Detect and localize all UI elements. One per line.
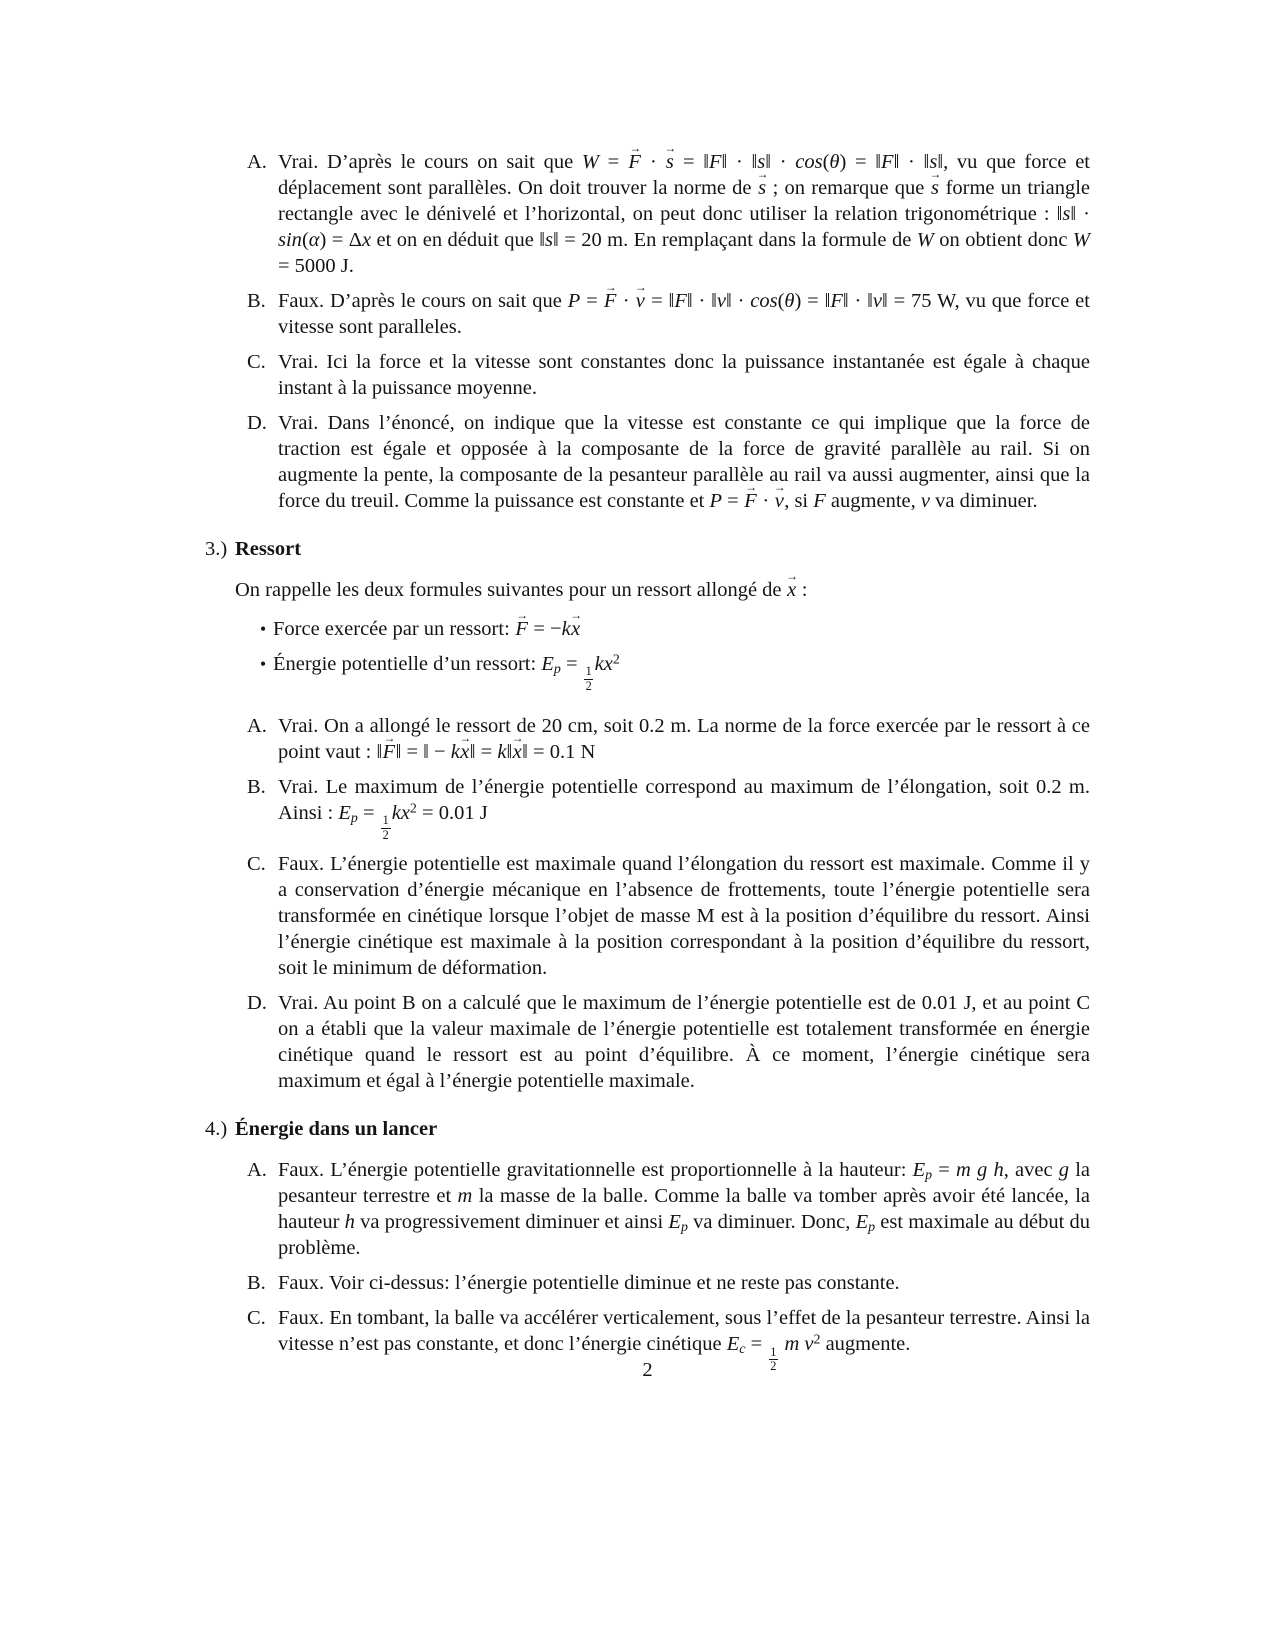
answer-text: Vrai. Ici la force et la vitesse sont constantes donc la puissance instantanée est égale à chaque instant à la puissance moyenne.	[278, 351, 1090, 399]
formula-text: Force exercée par un ressort: F → = −kx →	[273, 616, 1090, 642]
section-3-title: Ressort	[235, 538, 302, 560]
answer-3A	[247, 713, 1090, 765]
section-3-intro: On rappelle les deux formules suivantes pour un ressort allongé de x → :	[235, 577, 1090, 603]
formula-text: Énergie potentielle d’un ressort: $E_p$ = $\frac{1}{2}$ $kx^2$	[273, 652, 620, 693]
answer-2A	[247, 149, 1090, 279]
answer-3D	[247, 990, 1090, 1094]
text-column	[205, 149, 1090, 1383]
page-number: 2	[642, 1359, 653, 1381]
section-4-body	[235, 1157, 1090, 1374]
answer-3C	[247, 851, 1090, 981]
section-4-heading	[205, 1116, 1090, 1142]
answer-text: Faux. En tombant, la balle va accélérer verticalement, sous l’effet de la pesanteur terrestre. Ainsi la vitesse n’est pas constante, et donc l’énergie cinétique $E_c$ = $\frac{1}{2}$ m $v^2$ augmente.	[278, 1307, 1090, 1374]
answer-label: C.	[247, 853, 266, 876]
answer-4A	[247, 1157, 1090, 1261]
answer-label: A.	[247, 1159, 267, 1182]
answer-text: Vrai. Dans l’énoncé, on indique que la vitesse est constante ce qui implique que la force de traction est égale et opposée à la composante de la force de gravité parallèle au rail. Si on augmente la pente, la composante de la pesanteur parallèle au rail va aussi augmenter, ainsi que la force du treuil. Comme la puissance est constante et P = F → · v →, si F augmente, v va diminuer.	[278, 410, 1090, 514]
section-4	[205, 1116, 1090, 1374]
formula-force	[260, 616, 1090, 642]
answer-label: C.	[247, 1307, 266, 1330]
section-3-body	[235, 577, 1090, 1094]
answer-4B	[247, 1270, 1090, 1296]
answer-3B	[247, 774, 1090, 843]
answer-label: B.	[247, 775, 266, 798]
answer-text: Faux. L’énergie potentielle est maximale quand l’élongation du ressort est maximale. Comme il y a conservation d’énergie mécanique en l’absence de frottements, toute l’énergie potentielle sera transformée en cinétique lorsque l’objet de masse M est à la position d’équilibre du ressort. Ainsi l’énergie cinétique est maximale à la position correspondant à la position d’équilibre du ressort, soit le minimum de déformation.	[278, 853, 1090, 980]
section-3-number: 3.)	[205, 538, 228, 560]
answer-label: A.	[247, 151, 267, 173]
answer-text: Vrai. D’après le cours on sait que W = F → · s → = ‖F‖ · ‖s‖ · cos(θ) = ‖F‖ · ‖s‖, vu que force et déplacement sont parallèles. On doit trouver la norme de s → ; on remarque que s → forme un triangle rectangle avec le dénivelé et l’horizontal, on peut donc utiliser la relation trigonométrique : ‖s‖ · sin(α) = Δx et on en déduit que ‖s‖ = 20 m. En remplaçant dans la formule de W on obtient donc W = 5000 J.	[278, 149, 1090, 279]
answer-label: B.	[247, 1272, 266, 1295]
section-4-number: 4.)	[205, 1118, 228, 1141]
answer-2B	[247, 288, 1090, 340]
answer-text: Vrai. Le maximum de l’énergie potentielle correspond au maximum de l’élongation, soit 0.2 m. Ainsi : $E_p$ = $\frac{1}{2}$ $kx^2 = 0.01$ J	[278, 775, 1090, 842]
answer-label: A.	[247, 714, 267, 737]
bullet-marker: •	[260, 654, 267, 674]
section-3-heading	[205, 536, 1090, 562]
formula-energy	[260, 651, 1090, 694]
bullet-marker: •	[260, 619, 267, 639]
answer-label: B.	[247, 290, 266, 312]
answer-text: Faux. L’énergie potentielle gravitationnelle est proportionnelle à la hauteur: $E_p = m$ g h, avec g la pesanteur terrestre et m la masse de la balle. Comme la balle va tomber après avoir été lancée, la hauteur h va progressivement diminuer et ainsi $E_p$ va diminuer. Donc, $E_p$ est maximale au début du problème.	[278, 1159, 1091, 1260]
answer-text: Faux. Voir ci-dessus: l’énergie potentielle diminue et ne reste pas constante.	[278, 1272, 900, 1295]
section-2-answers	[235, 149, 1090, 514]
answer-text: Vrai. Au point B on a calculé que le maximum de l’énergie potentielle est de 0.01 J, et au point C on a établi que la valeur maximale de l’énergie potentielle est totalement transformée en énergie cinétique quand le ressort est au point d’équilibre. À ce moment, l’énergie cinétique sera maximum et égal à l’énergie potentielle maximale.	[278, 992, 1090, 1093]
formula-bullet-list	[235, 616, 1090, 694]
answer-label: D.	[247, 992, 267, 1015]
section-4-title: Énergie dans un lancer	[235, 1118, 438, 1141]
answer-label: D.	[247, 412, 267, 434]
answer-2C	[247, 349, 1090, 401]
answer-text: Faux. D’après le cours on sait que P = F → · v → = ‖F‖ · ‖v‖ · cos(θ) = ‖F‖ · ‖v‖ = 75 W, vu que force et vitesse sont paralleles.	[278, 288, 1090, 340]
answer-2D	[247, 410, 1090, 514]
section-3	[205, 536, 1090, 1094]
answer-label: C.	[247, 351, 266, 373]
answer-text: Vrai. On a allongé le ressort de 20 cm, soit 0.2 m. La norme de la force exercée par le ressort à ce point vaut : ‖F →‖ = ‖ − kx →‖ = k‖x →‖ = 0.1 N	[278, 713, 1090, 765]
